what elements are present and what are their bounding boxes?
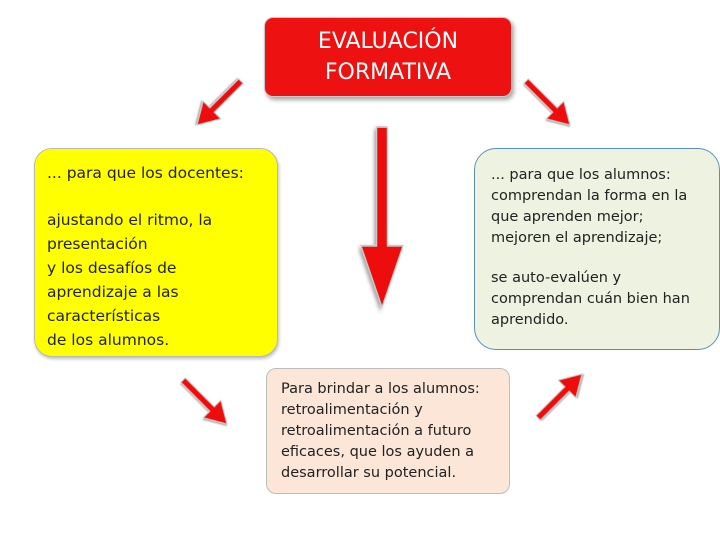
arrow-down-right-icon (174, 371, 235, 432)
docentes-box (34, 148, 278, 357)
title-line-1: EVALUACIÓN (317, 29, 459, 54)
brindar-text: Para brindar a los alumnos: retroalimentación y retroalimentación a futuro eficaces, que los ayuden a desarrollar su potencial. (281, 381, 480, 481)
docentes-lead: ... para que los docentes: (47, 164, 244, 182)
title-line-2: FORMATIVA (324, 60, 452, 85)
alumnos-text-1: ... para que los alumnos: comprendan la forma en la que aprenden mejor; mejoren el aprendizaje; (491, 167, 688, 246)
docentes-body: ajustando el ritmo, la presentación y los desafíos de aprendizaje a las características de los alumnos. (47, 211, 213, 349)
alumnos-box (474, 148, 720, 350)
arrow-down-right-icon (517, 72, 578, 133)
arrow-up-right-icon (529, 365, 590, 426)
title-box (264, 17, 512, 97)
arrow-down-left-icon (188, 72, 249, 133)
arrow-down-icon (361, 127, 403, 307)
alumnos-text-2: se auto-evalúen y comprendan cuán bien han aprendido. (491, 270, 690, 328)
brindar-box (266, 368, 510, 494)
